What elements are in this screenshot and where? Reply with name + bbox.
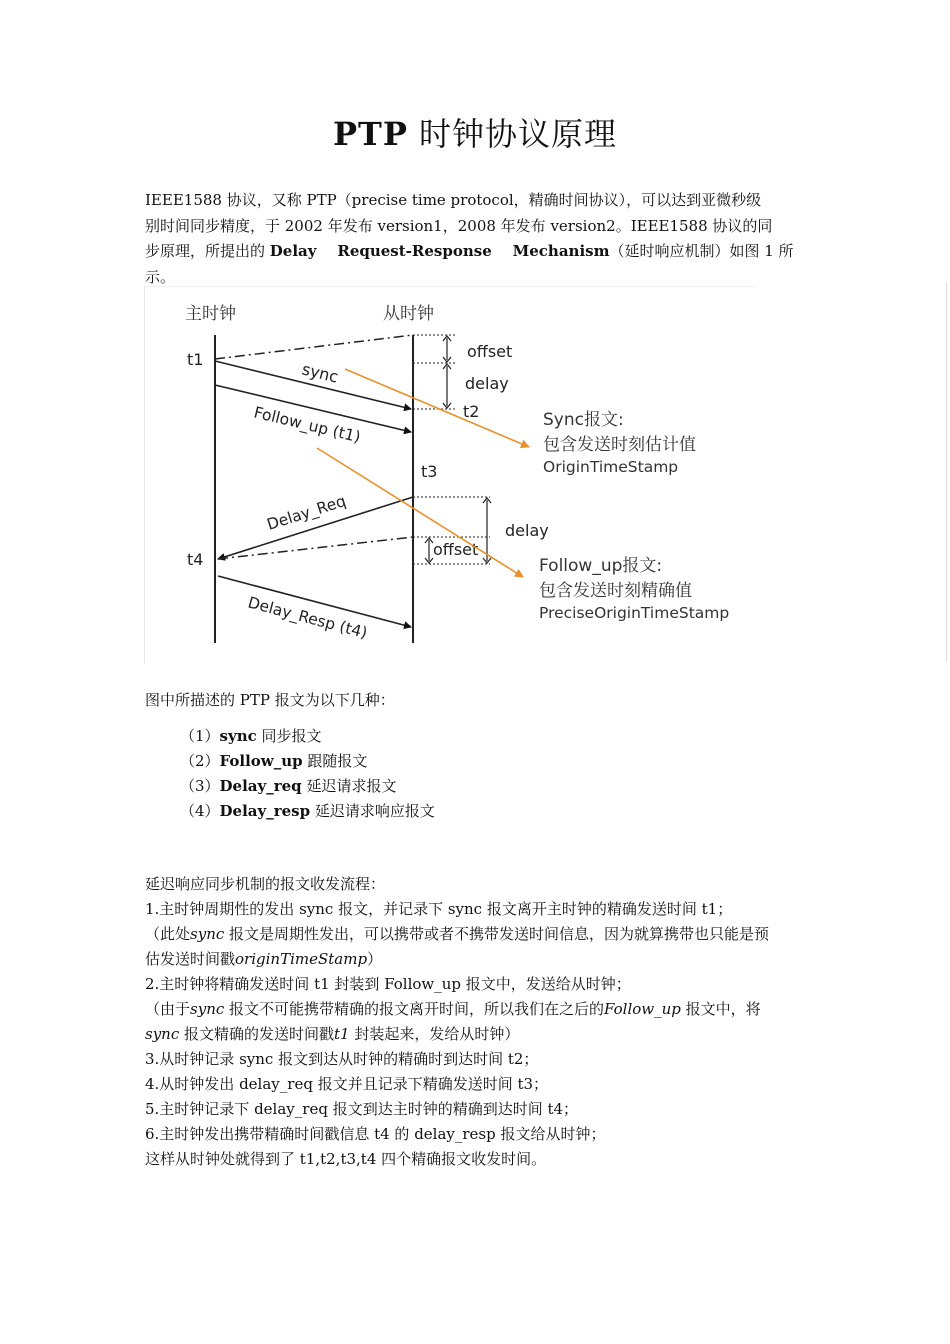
follow-up-note-pointer [317,448,523,577]
delay-top-label: delay [465,374,509,393]
follow-up-note-title: Follow_up报文: [539,556,663,576]
list-item: （2）Follow_up 跟随报文 [180,752,368,770]
intro-line-1: IEEE1588 协议，又称 PTP（precise time protocol，精确时间协议），可以达到亚微秒级 [145,191,762,209]
flow-step-5: 5.主时钟记录下 delay_req 报文到达主时钟的精确到达时间 t4； [145,1100,579,1118]
ptp-diagram [144,286,756,664]
page-title [0,112,950,156]
flow-step-3: 3.从时钟记录 sync 报文到达从时钟的精确时到达时间 t2； [145,1050,539,1068]
flow-note-1: （此处sync 报文是周期性发出，可以携带或者不携带发送时间信息，因为就算携带也只能是预 [145,925,770,943]
flow-step-4: 4.从时钟发出 delay_req 报文并且记录下精确发送时间 t3； [145,1075,549,1093]
flow-summary: 这样从时钟处就得到了 t1,t2,t3,t4 四个精确报文收发时间。 [145,1150,547,1168]
mechanism-name: Delay Request-Response Mechanism [269,242,610,260]
flow-step-2: 2.主时钟将精确发送时间 t1 封装到 Follow_up 报文中，发送给从时钟； [145,975,631,993]
intro-line-3-pre: 步原理，所提出的 [145,242,270,260]
list-item: （1）sync 同步报文 [180,727,322,745]
offset-top-label: offset [467,342,513,361]
page-edge-line [946,282,947,662]
delay-middle-label: delay [505,521,549,540]
master-clock-label: 主时钟 [185,304,236,324]
slave-clock-label: 从时钟 [383,304,434,324]
list-item: （4）Delay_resp 延迟请求响应报文 [180,802,435,820]
follow-up-note-line3: PreciseOriginTimeStamp [539,604,730,622]
flow-step-6: 6.主时钟发出携带精确时间戳信息 t4 的 delay_resp 报文给从时钟； [145,1125,606,1143]
follow-up-note-line2: 包含发送时刻精确值 [539,581,692,601]
t2-label: t2 [463,402,480,421]
figure-caption: 图中所描述的 PTP 报文为以下几种： [145,691,395,709]
sync-message-label: sync [300,359,341,387]
flow-heading: 延迟响应同步机制的报文收发流程： [145,875,386,893]
sync-note-line3: OriginTimeStamp [543,458,679,476]
ptp-diagram-svg [145,287,756,664]
intro-line-3 [145,239,805,290]
flow-note-2: （由于sync 报文不可能携带精确的报文离开时间，所以我们在之后的Follow_up 报文中，将 [145,1000,761,1018]
intro-line-2: 别时间同步精度，于 2002 年发布 version1，2008 年发布 version2。IEEE1588 协议的同 [145,216,773,235]
t1-label: t1 [187,350,204,369]
t3-label: t3 [421,462,438,481]
list-item: （3）Delay_req 延迟请求报文 [180,777,397,795]
flow-section [145,872,845,1172]
flow-note-1-cont: 估发送时间戳originTimeStamp） [145,950,383,968]
delay-req-message-label: Delay_Req [264,491,349,534]
t4-label: t4 [187,550,204,569]
sync-note-line2: 包含发送时刻估计值 [543,435,696,455]
follow-up-message-label: Follow_up (t1) [252,403,363,447]
intro-paragraph [145,188,805,290]
offset-bottom-label: offset [433,540,479,559]
flow-step-1: 1.主时钟周期性的发出 sync 报文，并记录下 sync 报文离开主时钟的精确发送时间 t1； [145,900,733,918]
title-rest: 时钟协议原理 [407,115,618,153]
flow-note-2-cont: sync 报文精确的发送时间戳t1 封装起来，发给从时钟） [145,1025,520,1043]
title-bold: PTP [332,115,408,153]
intro-line-3-post: （延时响应机制）如图 1 所示。 [145,242,794,286]
message-type-list [180,724,435,824]
delay-resp-message-label: Delay_Resp (t4) [245,593,370,643]
sync-reference-line [215,335,413,359]
sync-note-title: Sync报文: [543,410,624,430]
